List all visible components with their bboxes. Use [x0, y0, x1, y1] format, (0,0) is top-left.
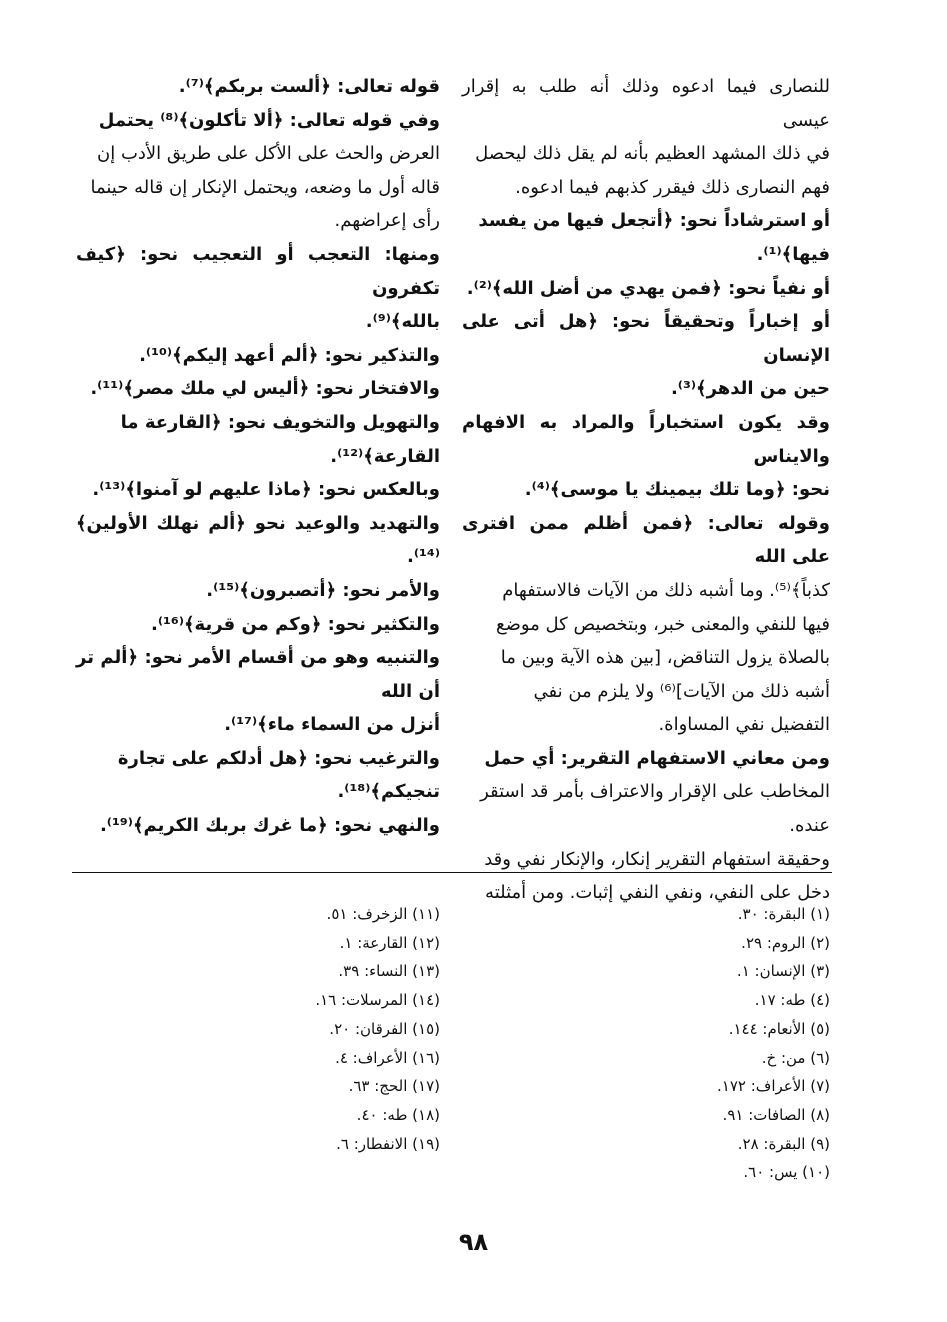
text-line: والتهديد والوعيد نحو ﴿ألم نهلك الأولين﴾⁽¹⁴⁾.	[76, 512, 440, 568]
footnote: (١١) الزخرف: ٥١.	[326, 905, 440, 923]
text-line: أو إخباراً وتحقيقاً نحو: ﴿هل أتى على الإنسان	[462, 311, 830, 366]
text-line: قاله أول ما وضعه، ويحتمل الإنكار إن قاله حينما	[90, 176, 440, 198]
main-text-left-column	[76, 70, 440, 843]
text-line: قوله تعالى: ﴿ألست بربكم﴾⁽⁷⁾.	[178, 76, 440, 97]
text-line: عنده.	[789, 815, 830, 837]
text-line: فيها﴾⁽¹⁾.	[756, 243, 830, 265]
text-line: أو نفياً نحو: ﴿فمن يهدي من أضل الله﴾⁽²⁾.	[466, 277, 830, 299]
footnotes-left-column	[240, 900, 440, 1158]
footnote: (٢) الروم: ٢٩.	[741, 933, 830, 952]
footnote: (١٣) النساء: ٣٩.	[338, 962, 440, 981]
text-line: والتهويل والتخويف نحو: ﴿القارعة ما	[120, 411, 440, 433]
text-line: القارعة﴾⁽¹²⁾.	[330, 445, 440, 467]
footnote: (١٥) الفرقان: ٢٠.	[329, 1019, 440, 1038]
main-text-right-column	[462, 70, 830, 910]
text-line: وفي قوله تعالى: ﴿ألا تأكلون﴾⁽⁸⁾ يحتمل	[98, 109, 440, 131]
text-line: أنزل من السماء ماء﴾⁽¹⁷⁾.	[224, 714, 440, 736]
text-line: ومنها: التعجب أو التعجيب نحو: ﴿كيف تكفرون	[76, 243, 440, 299]
text-line: وبالعكس نحو: ﴿ماذا عليهم لو آمنوا﴾⁽¹³⁾.	[92, 479, 440, 501]
footnote: (١٨) طه: ٤٠.	[356, 1105, 440, 1124]
text-line: أو استرشاداً نحو: ﴿أتجعل فيها من يفسد	[478, 210, 830, 232]
footnote: (٩) البقرة: ٢٨.	[737, 1134, 830, 1153]
text-line: رأى إعراضهم.	[334, 210, 440, 232]
text-line: بالصلاة يزول التناقض، [بين هذه الآية وبين ما	[500, 647, 830, 669]
text-line: وحقيقة استفهام التقرير إنكار، والإنكار نفي وقد	[484, 848, 830, 870]
text-line: للنصارى فيما ادعوه وذلك أنه طلب به إقرار عيسى	[462, 76, 830, 131]
text-line: في ذلك المشهد العظيم بأنه لم يقل ذلك ليحصل	[475, 143, 830, 165]
footnote: (١٩) الانفطار: ٦.	[336, 1134, 440, 1153]
footnote: (٦) من: خ.	[761, 1048, 830, 1067]
text-line: التفضيل نفي المساواة.	[658, 714, 830, 736]
text-line: والأمر نحو: ﴿أتصبرون﴾⁽¹⁵⁾.	[206, 579, 440, 601]
footnote: (٨) الصافات: ٩١.	[722, 1105, 830, 1124]
text-line: والنهي نحو: ﴿ما غرك بربك الكريم﴾⁽¹⁹⁾.	[99, 815, 440, 837]
text-line: أشبه ذلك من الآيات]⁽⁶⁾ ولا يلزم من نفي	[533, 680, 830, 702]
text-line: وقد يكون استخباراً والمراد به الافهام والايناس	[462, 411, 830, 467]
text-line: فيها للنفي والمعنى خبر، وبتخصيص كل موضع	[496, 613, 830, 635]
text-line: دخل على النفي، ونفي النفي إثبات. ومن أمثلته	[485, 882, 830, 904]
footnote: (١٢) القارعة: ١.	[339, 933, 440, 952]
text-line: المخاطب على الإقرار والاعتراف بأمر قد استقر	[480, 781, 830, 803]
footnote: (١٠) يس: ٦٠.	[743, 1163, 830, 1182]
text-line: تنجيكم﴾⁽¹⁸⁾.	[337, 781, 440, 803]
text-line: فهم النصارى ذلك فيقرر كذبهم فيما ادعوه.	[515, 176, 830, 198]
footnote: (٤) طه: ١٧.	[754, 991, 830, 1010]
text-line: حين من الدهر﴾⁽³⁾.	[670, 378, 830, 400]
text-line: والترغيب نحو: ﴿هل أدلكم على تجارة	[117, 747, 440, 769]
footnote: (١٤) المرسلات: ١٦.	[315, 991, 440, 1010]
footnote-divider	[72, 872, 832, 873]
footnote: (٧) الأعراف: ١٧٢.	[717, 1077, 830, 1096]
text-line: العرض والحث على الأكل على طريق الأدب إن	[97, 143, 440, 165]
page-number: ٩٨	[458, 1228, 489, 1256]
text-line: والافتخار نحو: ﴿أليس لي ملك مصر﴾⁽¹¹⁾.	[90, 378, 440, 400]
footnote: (٣) الإنسان: ١.	[736, 962, 830, 981]
footnote: (١٦) الأعراف: ٤.	[335, 1048, 440, 1067]
text-line: وقوله تعالى: ﴿فمن أظلم ممن افترى على الله	[462, 512, 830, 568]
footnotes-right-column	[640, 900, 830, 1187]
footnote: (١) البقرة: ٣٠.	[737, 905, 830, 923]
footnote: (١٧) الحج: ٦٣.	[348, 1077, 440, 1096]
text-line: والتنبيه وهو من أقسام الأمر نحو: ﴿ألم تر أن الله	[76, 647, 440, 702]
text-line: ومن معاني الاستفهام التقرير: أي حمل	[484, 747, 830, 769]
text-line: نحو: ﴿وما تلك بيمينك يا موسى﴾⁽⁴⁾.	[524, 479, 830, 501]
text-line: بالله﴾⁽⁹⁾.	[365, 311, 440, 333]
text-line: كذباً﴾⁽⁵⁾. وما أشبه ذلك من الآيات فالاستفهام	[502, 579, 830, 601]
text-line: والتكثير نحو: ﴿وكم من قرية﴾⁽¹⁶⁾.	[151, 613, 440, 635]
text-line: والتذكير نحو: ﴿ألم أعهد إليكم﴾⁽¹⁰⁾.	[139, 344, 440, 366]
footnote: (٥) الأنعام: ١٤٤.	[728, 1019, 830, 1038]
